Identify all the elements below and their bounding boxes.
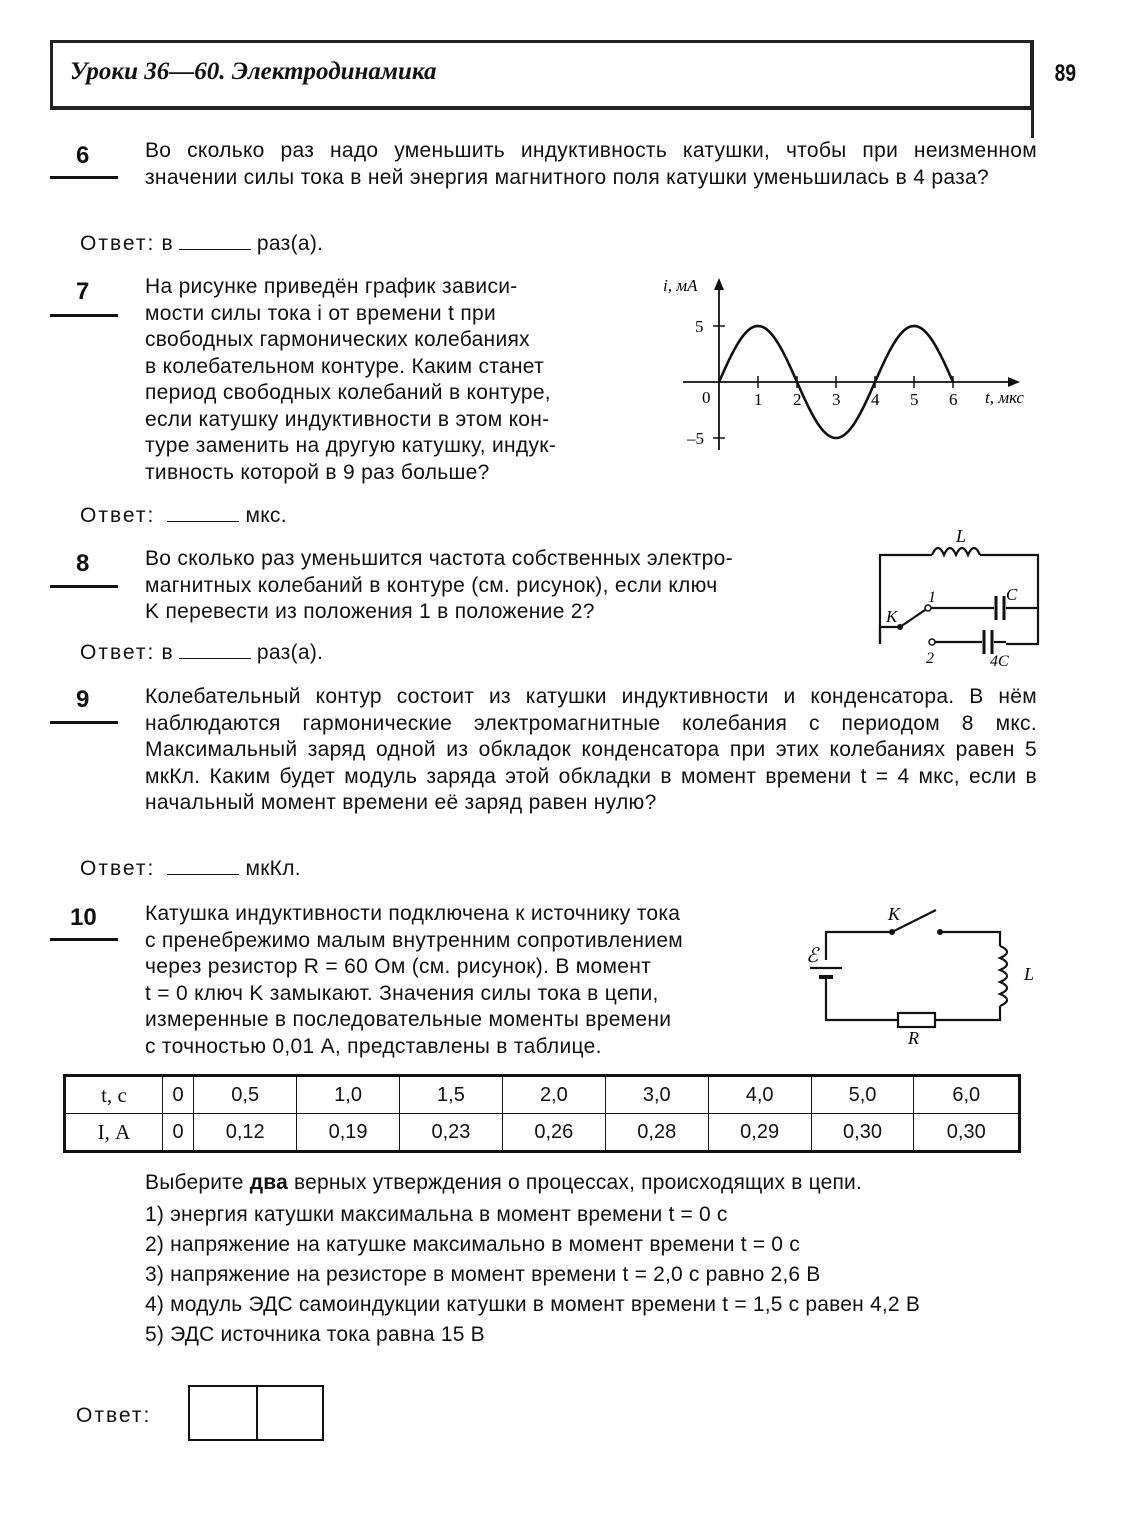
table-cell: 0,30	[914, 1114, 1020, 1152]
emf-label: ℰ	[806, 945, 819, 967]
header-frame-tail	[1031, 110, 1034, 138]
table-header-cell: I, А	[65, 1114, 163, 1152]
table-cell: 6,0	[914, 1076, 1020, 1114]
text-line: На рисунке приведён график зависи-	[145, 275, 518, 298]
table-cell: 0,26	[502, 1114, 605, 1152]
page-number: 89	[1054, 60, 1077, 87]
table-cell: 0,5	[194, 1076, 297, 1114]
question-9-number: 9	[76, 686, 90, 713]
x-tick-label: 5	[910, 390, 919, 409]
text-line: период свободных колебаний в контуре,	[145, 381, 551, 404]
text-line: Во сколько раз уменьшится частота собственных электро-	[145, 547, 733, 570]
answer-suffix: раз(а).	[256, 232, 324, 255]
table-header-cell: t, с	[65, 1076, 163, 1114]
table-cell: 4,0	[708, 1076, 811, 1114]
header-title: Уроки 36—60. Электродинамика	[70, 58, 437, 85]
answer-suffix: раз(а).	[256, 641, 324, 664]
y-tick-label: 5	[695, 317, 704, 336]
rl-circuit-diagram	[800, 898, 1045, 1058]
table-cell: 2,0	[502, 1076, 605, 1114]
table-cell: 1,0	[297, 1076, 400, 1114]
answer-label: Ответ:	[80, 641, 156, 664]
text-line: t = 0 ключ K замыкают. Значения силы тока в цепи,	[145, 981, 659, 1005]
answer-box-divider	[256, 1387, 258, 1439]
y-tick-label: 0	[702, 388, 711, 407]
option-5: 5) ЭДС источника тока равна 15 В	[145, 1323, 485, 1346]
text-line: тивность которой в 9 раз больше?	[145, 460, 490, 484]
answer-boxes[interactable]	[188, 1385, 324, 1441]
question-6-text: Во сколько раз надо уменьшить индуктивность катушки, чтобы при неизменном значении силы тока в ней энергия магнитного поля катушки уменьшилась в 4 раза?	[145, 139, 1037, 189]
prompt-text: верных утверждения о процессах, происходящих в цепи.	[294, 1171, 862, 1194]
text-line: магнитных колебаний в контуре (см. рисунок), если ключ	[145, 573, 718, 597]
answer-suffix: мкс.	[245, 504, 287, 527]
wire	[826, 932, 892, 960]
text-line: в колебательном контуре. Каким станет	[145, 354, 545, 378]
text-line: через резистор R = 60 Ом (см. рисунок). В момент	[145, 955, 652, 978]
x-tick-label: 2	[793, 390, 802, 409]
question-9-answer	[80, 856, 301, 881]
answer-label: Ответ:	[80, 232, 156, 255]
inductor-label: L	[956, 526, 967, 546]
table-cell: 0,29	[708, 1114, 811, 1152]
y-tick-label: –5	[687, 429, 704, 448]
question-6-answer	[80, 231, 323, 256]
text-line: с точностью 0,01 А, представлены в таблице.	[145, 1034, 602, 1058]
table-cell: 0,23	[400, 1114, 503, 1152]
x-axis-label: t, мкс	[985, 388, 1024, 407]
table-cell: 0,30	[811, 1114, 914, 1152]
wire	[935, 1006, 1000, 1020]
resistor-label: R	[908, 1028, 919, 1048]
wire	[940, 932, 1000, 946]
question-10-text	[145, 901, 795, 1060]
prompt-bold: два	[249, 1171, 288, 1194]
text-line: измеренные в последовательные моменты времени	[145, 1008, 672, 1031]
text-line: Катушка индуктивности подключена к источнику тока	[145, 902, 681, 925]
text-line: свободных гармонических колебаниях	[145, 328, 530, 351]
wire	[880, 627, 900, 642]
question-10-prompt	[145, 1170, 1035, 1196]
answer-prefix: в	[161, 232, 173, 255]
inductor-icon	[1000, 946, 1007, 1006]
switch-contact-icon	[937, 929, 943, 935]
table-cell: 0,19	[297, 1114, 400, 1152]
question-10-rule	[50, 938, 118, 941]
resistor-icon	[898, 1013, 935, 1027]
answer-blank[interactable]	[179, 231, 251, 250]
table-cell: 0,12	[194, 1114, 297, 1152]
option-2: 2) напряжение на катушке максимально в момент времени t = 0 с	[145, 1233, 800, 1256]
current-time-graph	[655, 270, 1045, 460]
question-8-number: 8	[76, 550, 90, 577]
answer-blank[interactable]	[179, 640, 251, 659]
question-6-number: 6	[76, 142, 90, 169]
x-tick-label: 6	[949, 390, 958, 409]
switch-pivot-icon	[897, 624, 903, 630]
current-table	[63, 1074, 1021, 1153]
option-3: 3) напряжение на резисторе в момент времени t = 2,0 с равно 2,6 В	[145, 1263, 821, 1286]
question-7-number: 7	[76, 278, 90, 305]
question-7-text	[145, 274, 645, 486]
answer-label: Ответ:	[76, 1404, 152, 1427]
table-row-time	[65, 1076, 1020, 1114]
text-line: с пренебрежимо малым внутренним сопротивлением	[145, 928, 684, 952]
text-line: если катушку индуктивности в этом кон-	[145, 407, 550, 431]
wire	[880, 555, 932, 642]
question-6-rule	[50, 176, 118, 179]
question-10-number: 10	[70, 904, 97, 931]
options-list	[145, 1202, 1037, 1348]
question-8-answer	[80, 640, 323, 665]
table-cell: 0	[163, 1076, 194, 1114]
option-4: 4) модуль ЭДС самоиндукции катушки в момент времени t = 1,5 с равен 4,2 В	[145, 1293, 921, 1316]
switch-label: K	[888, 904, 901, 924]
answer-blank[interactable]	[167, 856, 239, 875]
table-cell: 0,28	[605, 1114, 708, 1152]
answer-label: Ответ:	[80, 857, 156, 880]
question-9-rule	[50, 721, 118, 724]
table-cell: 1,5	[400, 1076, 503, 1114]
question-7-answer	[80, 503, 287, 528]
x-axis-arrow-icon	[1008, 377, 1020, 387]
x-tick-label: 3	[832, 390, 841, 409]
table-cell: 0	[163, 1114, 194, 1152]
answer-blank[interactable]	[167, 503, 239, 522]
position-1-label: 1	[928, 589, 936, 606]
text-line: K перевести из положения 1 в положение 2?	[145, 600, 595, 623]
y-axis-label: i, мА	[663, 276, 698, 295]
capacitor-4c-label: 4C	[990, 653, 1009, 670]
inductor-icon	[932, 548, 980, 555]
table-cell: 5,0	[811, 1076, 914, 1114]
switch-blade-icon	[900, 608, 928, 627]
question-8-text	[145, 546, 865, 626]
x-tick-label: 1	[754, 390, 763, 409]
wire	[826, 978, 898, 1020]
switch-pivot-icon	[889, 929, 895, 935]
question-10-answer-label	[76, 1404, 151, 1428]
x-tick-label: 4	[871, 390, 880, 409]
question-8-rule	[50, 585, 118, 588]
table-row-current	[65, 1114, 1020, 1152]
option-1: 1) энергия катушки максимальна в момент времени t = 0 с	[145, 1203, 728, 1226]
answer-prefix: в	[161, 641, 173, 664]
lc-circuit-diagram	[870, 522, 1050, 672]
switch-label: K	[886, 607, 898, 626]
question-7-rule	[50, 314, 118, 317]
answer-label: Ответ:	[80, 504, 156, 527]
text-line: мости силы тока i от времени t при	[145, 301, 497, 325]
answer-suffix: мкКл.	[245, 857, 301, 880]
contact-2-icon	[929, 639, 935, 645]
text-line: туре заменить на другую катушку, индук-	[145, 434, 557, 457]
question-9-text: Колебательный контур состоит из катушки индуктивности и конденсатора. В нём наблюдаются гармонические электромагнитные колебания с периодом 8 мкс. Максимальный заряд одной из обкладок конденсатора при этих колебаниях равен 5 мкКл. Каким будет модуль заряда этой обкладки в момент времени t = 4 мкс, если в начальный момент времени её заряд равен нулю?	[145, 685, 1037, 814]
table-cell: 3,0	[605, 1076, 708, 1114]
position-2-label: 2	[926, 650, 934, 667]
prompt-text: Выберите	[145, 1171, 244, 1194]
capacitor-label: C	[1006, 585, 1018, 604]
y-axis-arrow-icon	[714, 278, 724, 290]
inductor-label: L	[1024, 964, 1035, 984]
